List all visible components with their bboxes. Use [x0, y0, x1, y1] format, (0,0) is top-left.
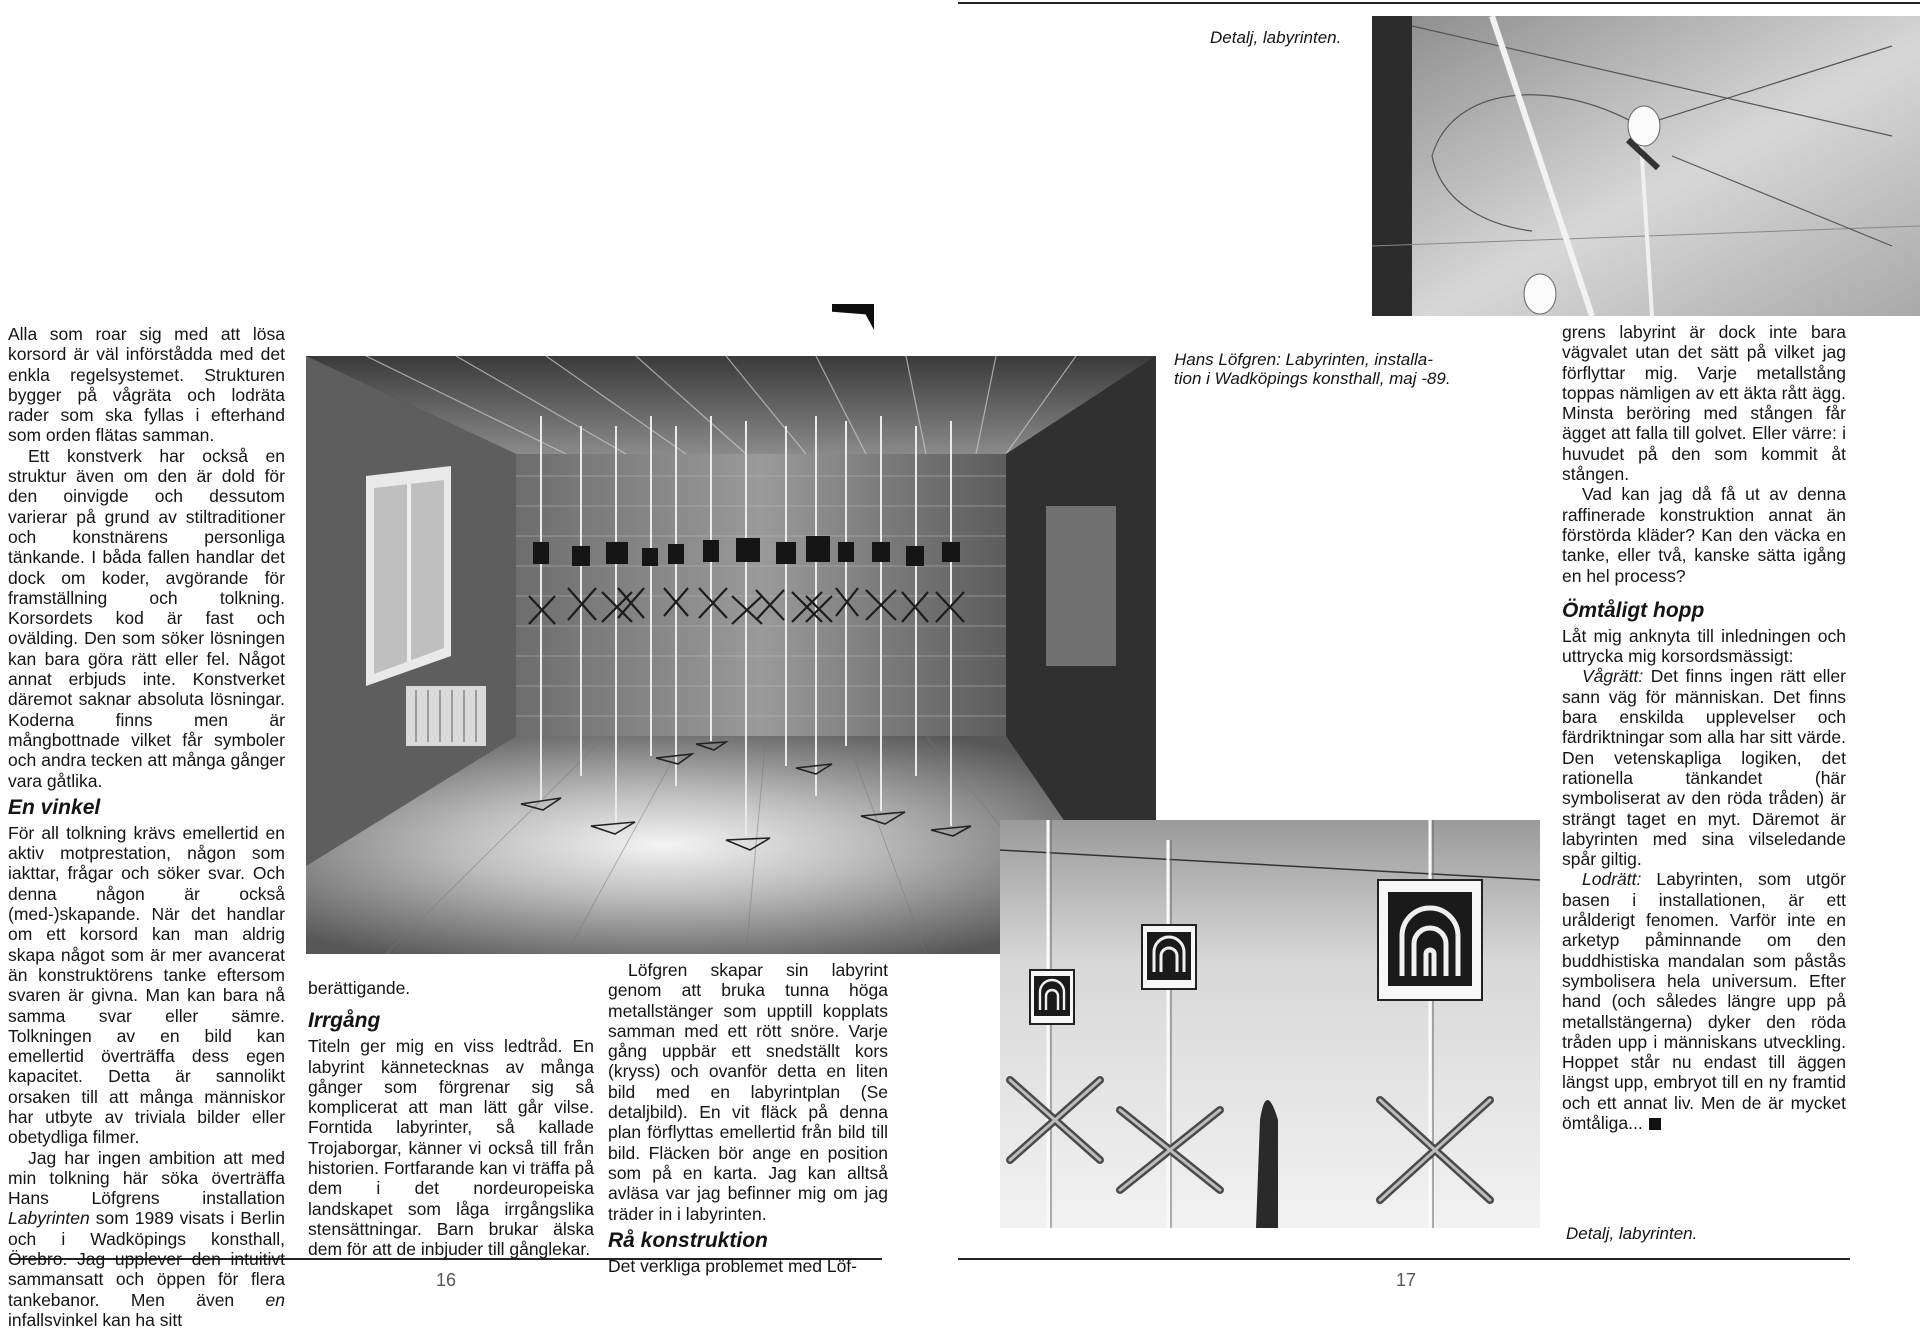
paragraph: berättigande. [308, 978, 411, 998]
paragraph: Löfgren skapar sin labyrint genom att bruka tunna höga metallstänger som upptill kopplats samman med ett rött snöre. Varje gång uppbär ett snedställt kors (kryss) och ovanför detta en liten bild med en labyrintplan (Se detaljbild). En vit fläck på denna plan förflyttas emellertid från bild till bild. Fläcken bör ange en position som på en karta. Jag kan alltså avläsa var jag befinner mig om jag träder in i labyrinten. [608, 960, 888, 1224]
paragraph: Det verkliga problemet med Löf- [608, 1255, 857, 1276]
subheading: Ömtåligt hopp [1562, 598, 1705, 622]
article-column-2 [308, 978, 594, 1260]
page-number-left: 16 [436, 1270, 457, 1290]
text-run: som 1989 visats i Berlin och i Wadköpings konsthall, Örebro. Jag upplever den intuitivt sammansatt och öppen för flera tankebanor. Men även [8, 1208, 285, 1310]
paragraph: Titeln ger mig en viss ledtråd. En labyrint kännetecknas av många gånger som förgrenar sig så komplicerat att man lätt går vilse. Forntida labyrinter, så kallade Trojaborgar, känner vi också till från historien. Fortfarande kan vi träffa på dem i det nordeuropeiska landskapet som låga irrgångslika stensättningar. Barn brukar älska dem för att de inbjuder till gånglekar. [308, 1036, 594, 1260]
paragraph: Vad kan jag då få ut av denna raffinerade konstruktion annat än förstörda kläder? Kan den väcka en tanke, eller två, kanske sätta igång en hel process? [1562, 484, 1846, 586]
print-smudge [832, 304, 874, 330]
paragraph: Låt mig anknyta till inledningen och uttrycka mig korsordsmässigt: [1562, 625, 1846, 667]
caption-main-photo: Hans Löfgren: Labyrinten, installa-tion i Wadköpings konsthall, maj -89. [1174, 350, 1451, 388]
article-column-3 [608, 960, 888, 1276]
text-run: Det finns ingen rätt eller sann väg för människan. Det finns bara enskilda upplevelser och färdriktningar som alla har sitt värde. Den vetenskapliga logiken, det rationella tänkandet (här symboliserat av den röda tråden) är strängt taget en myt. Däremot är labyrinten med sina vilseledande spår giltig. [1562, 666, 1846, 870]
caption-detail-top: Detalj, labyrinten. [1210, 28, 1342, 47]
bottom-rule-right [958, 1258, 1850, 1260]
page-number-right: 17 [1396, 1270, 1417, 1290]
subheading: Rå konstruktion [608, 1228, 768, 1252]
emphasis: Labyrinten [8, 1208, 90, 1229]
article-column-4 [1562, 322, 1846, 1133]
paragraph [8, 1148, 285, 1330]
paragraph: Alla som roar sig med att lösa korsord är väl införstådda med det enkla regelsystemet. Strukturen bygger på vågräta och lodräta rader som ska fyllas i efterhand som orden flätas samman. [8, 324, 285, 446]
article-column-1 [8, 324, 285, 1330]
paragraph: Ett konstverk har också en struktur även om den är dold för den oinvigde och dessutom varierar på grund av stiltraditioner och konstnärens personliga tänkande. I båda fallen handlar det dock om koder, avgörande för framställning och tolkning. Korsordets kod är fast och ovälding. Den som söker lösningen kan bara göra rätt eller fel. Något annat erbjuds inte. Konstverket däremot saknar absoluta lösningar. Koderna finns men är mångbottnade vilket får symboler och andra tecken att många gånger vara gåtlika. [8, 445, 285, 791]
text-run: Jag har ingen ambition att med min tolkning här söka överträffa Hans Löfgrens installation [8, 1147, 285, 1209]
emphasis: en [265, 1289, 285, 1310]
text-run: infallsvinkel kan ha sitt [8, 1309, 183, 1330]
paragraph: För all tolkning krävs emellertid en aktiv motprestation, någon som iakttar, frågar och söker svar. Och denna någon är också (med-)skapande. När det handlar om ett korsord kan man aldrig skapa något som är mer avancerat än konstruktörens tanke eftersom svaren är givna. Man kan bara nå samma svar eller sämre. Tolkningen av en bild kan emellertid överträffa dess egen kapacitet. Detta är sannolikt orsaken till att många människor har utbyte av triviala bilder eller obetydliga filmer. [8, 822, 285, 1148]
detail-photo-bottom [1000, 820, 1540, 1228]
subheading: En vinkel [8, 795, 101, 819]
paragraph [1562, 869, 1846, 1133]
paragraph [1562, 666, 1846, 869]
detail-photo-top [1372, 16, 1920, 316]
text-run: Labyrinten, som utgör basen i installationen, är ett urålderigt fenomen. Varför inte en arketyp påminnande om den buddhistiska mandalan som påstås symbolisera hela universum. Efter hand (och således längre upp på metallstängerna) dyker den röda tråden upp i människans utveckling. Hoppet står nu endast till äggen längst upp, embryot till en ny framtid och ett annat liv. Men de är mycket ömtåliga... [1562, 869, 1846, 1133]
emphasis: Lodrätt: [1582, 869, 1642, 890]
caption-detail-bottom: Detalj, labyrinten. [1566, 1224, 1698, 1243]
subheading: Irrgång [308, 1009, 381, 1033]
paragraph: grens labyrint är dock inte bara vägvalet utan det sätt på vilket jag förflyttar mig. Varje metallstång toppas nämligen av ett äkta rått ägg. Minsta beröring med stången får ägget att falla till golvet. Eller värre: i huvudet på den som kommit åt stången. [1562, 322, 1846, 485]
emphasis: Vågrätt: [1582, 666, 1644, 687]
top-rule-right [958, 2, 1920, 4]
end-mark [1649, 1118, 1661, 1130]
